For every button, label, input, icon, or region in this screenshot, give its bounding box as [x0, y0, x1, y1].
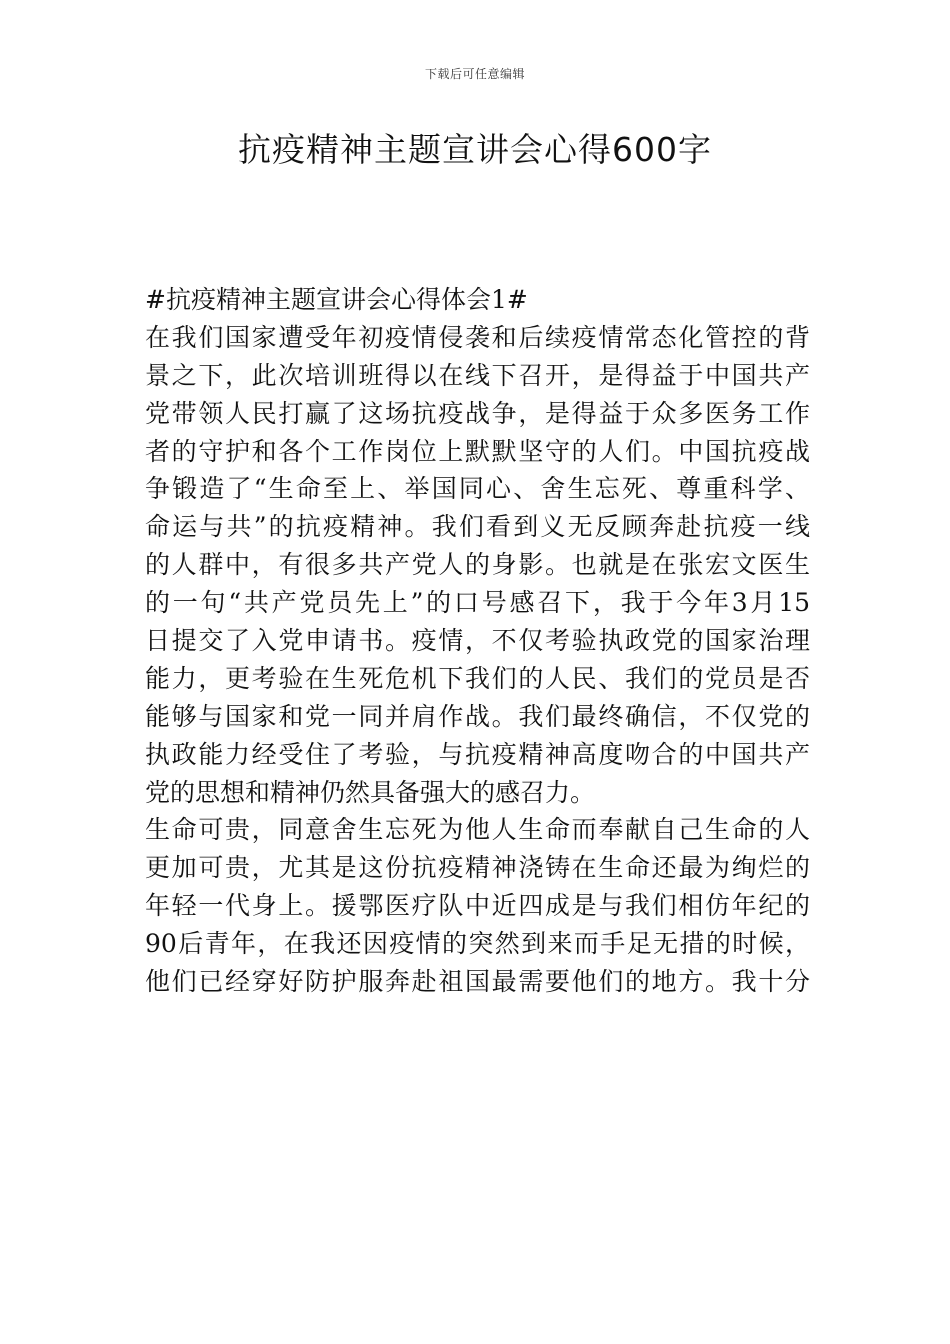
body-line: 执政能力经受住了考验，与抗疫精神高度吻合的中国共产	[145, 739, 810, 769]
body-line: 的人群中，有很多共产党人的身影。也就是在张宏文医生	[145, 550, 810, 580]
body-line: 能力，更考验在生死危机下我们的人民、我们的党员是否	[145, 663, 810, 693]
document-title: 抗疫精神主题宣讲会心得600字	[238, 130, 712, 169]
body-line: 更加可贵，尤其是这份抗疫精神浇铸在生命还最为绚烂的	[145, 853, 810, 883]
body-line: 争锻造了“生命至上、举国同心、舍生忘死、尊重科学、	[145, 474, 810, 504]
section-heading: #抗疫精神主题宣讲会心得体会1#	[145, 285, 528, 314]
body-line: 年轻一代身上。援鄂医疗队中近四成是与我们相仿年纪的	[145, 891, 810, 921]
body-line: 者的守护和各个工作岗位上默默坚守的人们。中国抗疫战	[145, 436, 810, 466]
body-line: 党带领人民打赢了这场抗疫战争，是得益于众多医务工作	[145, 398, 810, 428]
body-line: 党的思想和精神仍然具备强大的感召力。	[145, 777, 596, 807]
body-line: 日提交了入党申请书。疫情，不仅考验执政党的国家治理	[145, 626, 810, 656]
body-line: 景之下，此次培训班得以在线下召开，是得益于中国共产	[145, 360, 810, 390]
body-line: 生命可贵，同意舍生忘死为他人生命而奉献自己生命的人	[145, 815, 810, 845]
document-body	[145, 281, 810, 1001]
body-line: 他们已经穿好防护服奔赴祖国最需要他们的地方。我十分	[145, 967, 810, 997]
body-line: 90后青年，在我还因疫情的突然到来而手足无措的时候，	[145, 929, 810, 959]
body-line: 在我们国家遭受年初疫情侵袭和后续疫情常态化管控的背	[145, 322, 810, 352]
body-line: 能够与国家和党一同并肩作战。我们最终确信，不仅党的	[145, 701, 810, 731]
body-line: 的一句“共产党员先上”的口号感召下，我于今年3月15	[145, 588, 810, 618]
page-header-note: 下载后可任意编辑	[424, 67, 525, 81]
body-line: 命运与共”的抗疫精神。我们看到义无反顾奔赴抗疫一线	[145, 512, 810, 542]
